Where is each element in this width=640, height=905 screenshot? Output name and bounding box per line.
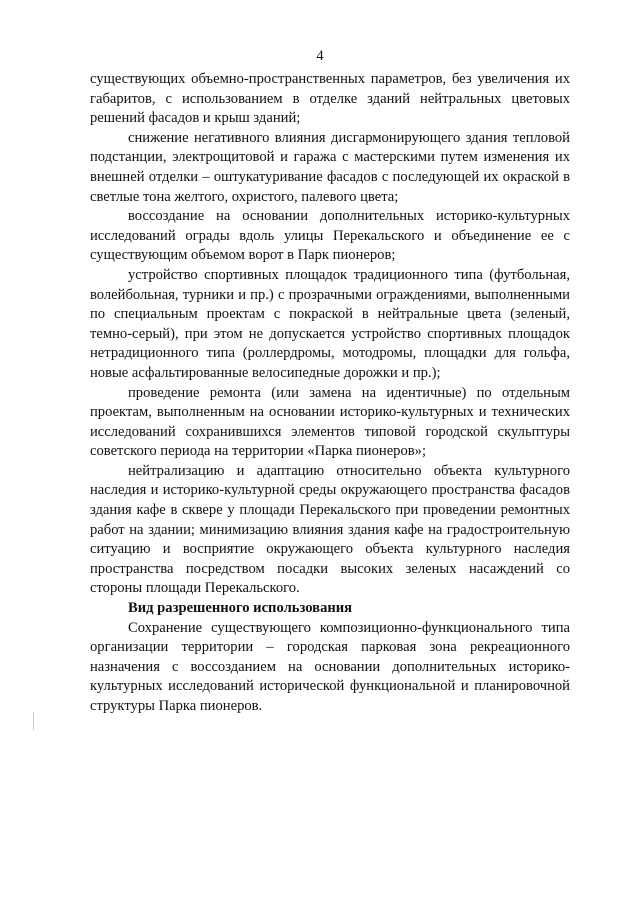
- paragraph-permitted-use: Сохранение существующего композиционно-функционального типа организации территории – городская парковая зона рекреационного назначения с воссозданием на основании дополнительных историко-культурных исследований исторической функциональной и планировочной структуры Парка пионеров.: [90, 619, 570, 714]
- paragraph-cafe-neutralization: нейтрализацию и адаптацию относительно объекта культурного наследия и историко-культурной среды окружающего пространства фасадов здания кафе в сквере у площади Перекальского при проведении ремонтных работ на здании; минимизацию влияния здания кафе на градостроительную ситуацию и восприятие окружающего объекта культурного наследия пространства посредством посадки высоких зеленых насаждений со стороны площади Перекальского.: [90, 462, 570, 597]
- paragraph-continuation: существующих объемно-пространственных параметров, без увеличения их габаритов, с использованием в отделке зданий нейтральных цветовых решений фасадов и крыш зданий;: [90, 71, 570, 127]
- paragraph-sports-grounds: устройство спортивных площадок традиционного типа (футбольная, волейбольная, турники и пр.) с прозрачными ограждениями, выполненными по специальным проектам с покраской в нейтральные цвета (зеленый, темно-серый), при этом не допускается устройство спортивных площадок нетрадиционного типа (роллердромы, мотодромы, площадки для гольфа, новые асфальтированные велосипедные дорожки и пр.);: [90, 266, 570, 381]
- document-body: [90, 70, 570, 717]
- page-number: 4: [316, 48, 324, 64]
- margin-mark: [33, 712, 34, 730]
- paragraph-fence-restoration: воссоздание на основании дополнительных историко-культурных исследований ограды вдоль улицы Перекальского и объединение ее с существующим объемом ворот в Парк пионеров;: [90, 208, 570, 264]
- paragraph-substation-facade: снижение негативного влияния дисгармонирующего здания тепловой подстанции, электрощитовой и гаража с мастерскими путем изменения их внешней отделки – оштукатуривание фасадов с последующей их окраской в светлые тона желтого, охристого, палевого цвета;: [90, 129, 570, 205]
- paragraph-sculpture-repair: проведение ремонта (или замена на идентичные) по отдельным проектам, выполненным на основании историко-культурных и технических исследований сохранившихся элементов типовой городской скульптуры советского периода на территории «Парка пионеров»;: [90, 384, 570, 460]
- section-heading: Вид разрешенного использования: [128, 600, 353, 617]
